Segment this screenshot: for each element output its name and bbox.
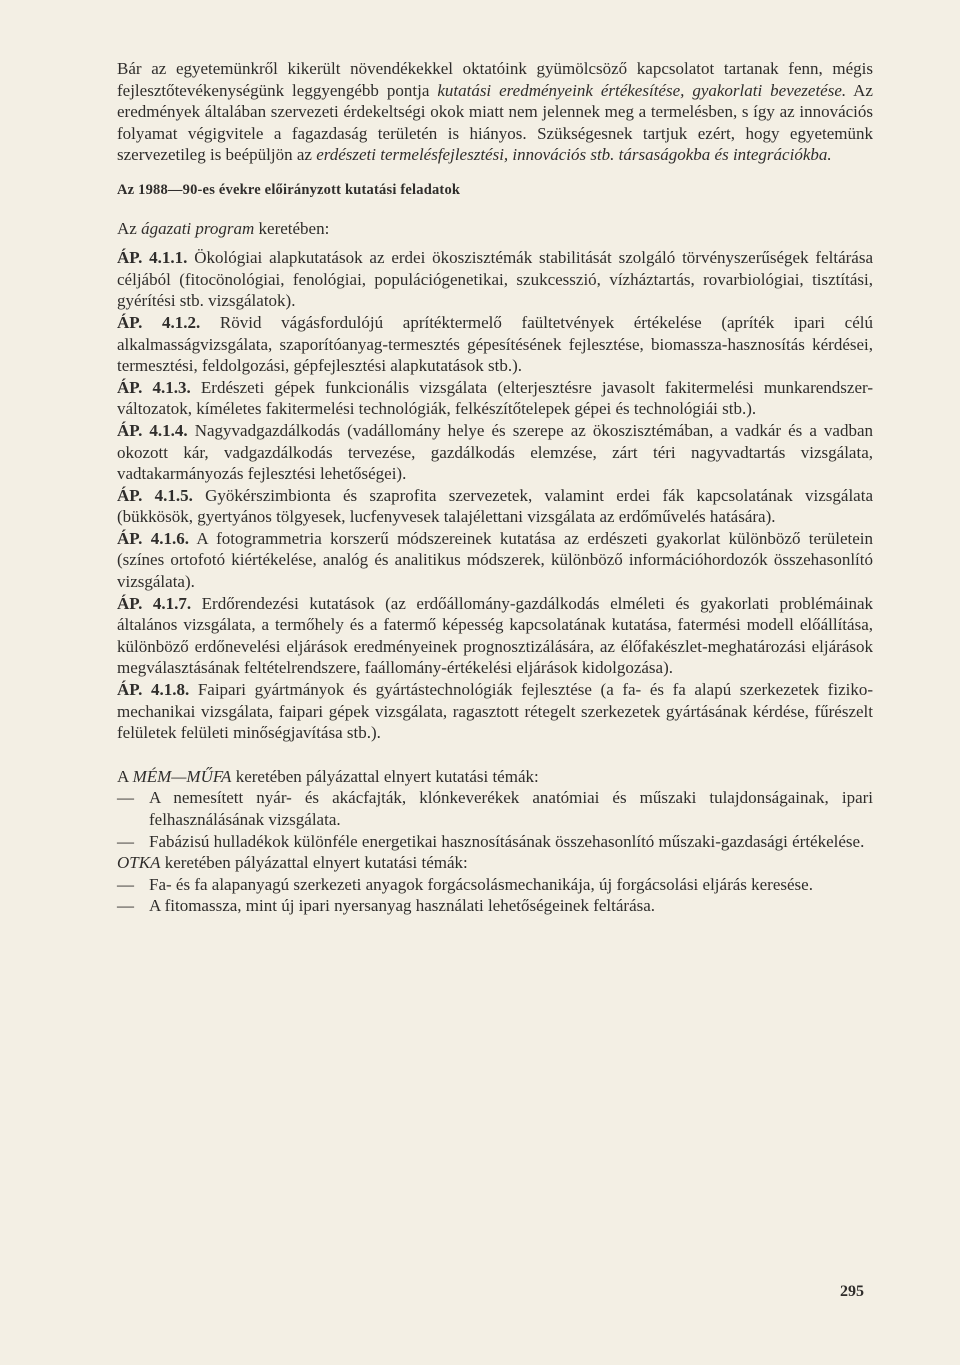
intro-text-2: Az eredmények általában szervezeti érdekeltségi okok miatt nem jelennek meg a termelésben, s így az innovációs folyamat végigvitele a fagazdaság területén is hiányos. Szükségesnek tartjuk ezért, hogy egyetemünk szervezetileg is beépüljön az bbox=[117, 80, 873, 165]
otka-lead-post: keretében pályázattal elnyert kutatási témák: bbox=[160, 853, 468, 873]
program-item bbox=[117, 420, 873, 485]
mem-lead-italic: MÉM—MŰFA bbox=[132, 766, 232, 786]
program-lead-italic: ágazati program bbox=[141, 218, 255, 238]
page-number: 295 bbox=[840, 1283, 864, 1300]
program-lead-pre: Az bbox=[117, 218, 142, 238]
program-item bbox=[117, 593, 873, 679]
item-text: A fotogrammetria korszerű módszereinek kutatása az erdészeti gyakorlat különböző területein (színes ortofotó kiértékelése, analóg és analitikus módszerek, különböző információhordozók összehasonlító vizsgálata). bbox=[117, 528, 873, 592]
item-text: Erdőrendezési kutatások (az erdőállomány-gazdálkodás elméleti és gyakorlati problémáinak általános vizsgálata, a termőhely és a fatermő képesség kapcsolatának kutatása, fatermési modell előállítása, különböző erdőnevelési eljárások eredményeinek prognosztizálására, az élőfakészlet-meghatározási eljárások megválasztásának feltételrendszere, faállomány-értékelési eljárások kidolgozása). bbox=[117, 593, 873, 678]
program-item bbox=[117, 679, 873, 744]
dash-bullet: — bbox=[117, 831, 134, 851]
otka-lead bbox=[117, 852, 873, 874]
mem-lead-pre: A bbox=[117, 766, 133, 786]
item-code: ÁP. 4.1.5. bbox=[117, 485, 193, 505]
item-text: Nagyvadgazdálkodás (vadállomány helye és szerepe az ökoszisztémában, a vadkár és a vadban okozott kár, vadgazdálkodás tervezése, gazdálkodás elemzése, zárt téri nagyvadtartás vizsgálata, vadtakarmányozás fejlesztési lehetőségei). bbox=[117, 420, 873, 484]
mem-lead-post: keretében pályázattal elnyert kutatási témák: bbox=[231, 766, 539, 786]
item-code: ÁP. 4.1.6. bbox=[117, 528, 189, 548]
dash-bullet: — bbox=[117, 788, 134, 808]
item-code: ÁP. 4.1.4. bbox=[117, 420, 188, 440]
item-code: ÁP. 4.1.1. bbox=[117, 248, 188, 268]
item-code: ÁP. 4.1.3. bbox=[117, 377, 191, 397]
mem-topic-text: A nemesített nyár- és akácfajták, klónkeverékek anatómiai és műszaki tulajdonságainak, ipari felhasználásának vizsgálata. bbox=[149, 788, 873, 829]
otka-topic-text: Fa- és fa alapanyagú szerkezeti anyagok forgácsolásmechanikája, új forgácsolási eljárás keresése. bbox=[149, 874, 813, 894]
text-column bbox=[117, 58, 873, 917]
item-code: ÁP. 4.1.7. bbox=[117, 593, 192, 613]
item-text: Rövid vágásfordulójú aprítéktermelő faültetvények értékelése (apríték ipari célú alkalmasságvizsgálata, szaporítóanyag-termesztés gépesítésének fejlesztése, biomassza-hasznosítás kérdései, termesztési, feldolgozási, gépfejlesztési alapkutatások stb.). bbox=[117, 312, 873, 376]
mem-topic bbox=[117, 831, 873, 853]
item-code: ÁP. 4.1.2. bbox=[117, 312, 201, 332]
otka-topic-text: A fitomassza, mint új ipari nyersanyag használati lehetőségeinek feltárása. bbox=[149, 896, 656, 916]
program-item bbox=[117, 485, 873, 528]
program-item bbox=[117, 528, 873, 593]
program-item bbox=[117, 312, 873, 377]
otka-lead-italic: OTKA bbox=[117, 853, 161, 873]
program-lead-post: keretében: bbox=[254, 218, 330, 238]
section-heading: Az 1988—90-es évekre előirányzott kutatási feladatok bbox=[117, 181, 461, 198]
item-text: Erdészeti gépek funkcionális vizsgálata (elterjesztésre javasolt fakitermelési munkarendszer-változatok, kíméletes fakitermelési technológiák, felkészítőtelepek gépei és technológiái stb.). bbox=[117, 377, 873, 419]
intro-italic-1: kutatási eredményeink értékesítése, gyakorlati bevezetése. bbox=[437, 80, 847, 100]
program-items bbox=[117, 247, 873, 744]
item-text: Faipari gyártmányok és gyártástechnológiák fejlesztése (a fa- és fa alapú szerkezetek fiziko-mechanikai vizsgálata, faipari gépek vizsgálata, ragasztott rétegelt szerkezetek gyártásának kérdése, fűrészelt felületek felületi minőségjavítása stb.). bbox=[117, 680, 873, 743]
mem-topic-text: Fabázisú hulladékok különféle energetikai hasznosításának összehasonlító műszaki-gazdasági értékelése. bbox=[149, 831, 865, 851]
item-text: Ökológiai alapkutatások az erdei ökoszisztémák stabilitását szolgáló törvényszerűségek feltárása céljából (fitocönológiai, fenológiai, populációgenetikai, szukcesszió, vízháztartás, rovarbiológiai, tisztítási, gyérítési stb. vizsgálatok). bbox=[117, 248, 873, 311]
program-item bbox=[117, 247, 873, 312]
mem-lead bbox=[117, 766, 873, 788]
program-lead bbox=[117, 218, 873, 240]
otka-topic bbox=[117, 895, 873, 917]
intro-italic-2: erdészeti termelésfejlesztési, innovációs stb. társaságokba és integrációkba. bbox=[316, 145, 832, 165]
dash-bullet: — bbox=[117, 874, 134, 894]
mem-topic bbox=[117, 787, 873, 830]
intro-text-1: Bár az egyetemünkről kikerült növendékekkel oktatóink gyümölcsöző kapcsolatot tartanak fenn, mégis fejlesztőtevékenységünk leggyengébb pontja bbox=[117, 59, 873, 100]
otka-topic bbox=[117, 874, 873, 896]
dash-bullet: — bbox=[117, 896, 134, 916]
intro-paragraph bbox=[117, 58, 873, 166]
program-item bbox=[117, 377, 873, 420]
item-text: Gyökérszimbionta és szaprofita szervezetek, valamint erdei fák kapcsolatának vizsgálata (bükkösök, gyertyános tölgyesek, lucfenyvesek talajélettani vizsgálata az erdőművelés hatására). bbox=[117, 485, 873, 527]
item-code: ÁP. 4.1.8. bbox=[117, 680, 190, 700]
